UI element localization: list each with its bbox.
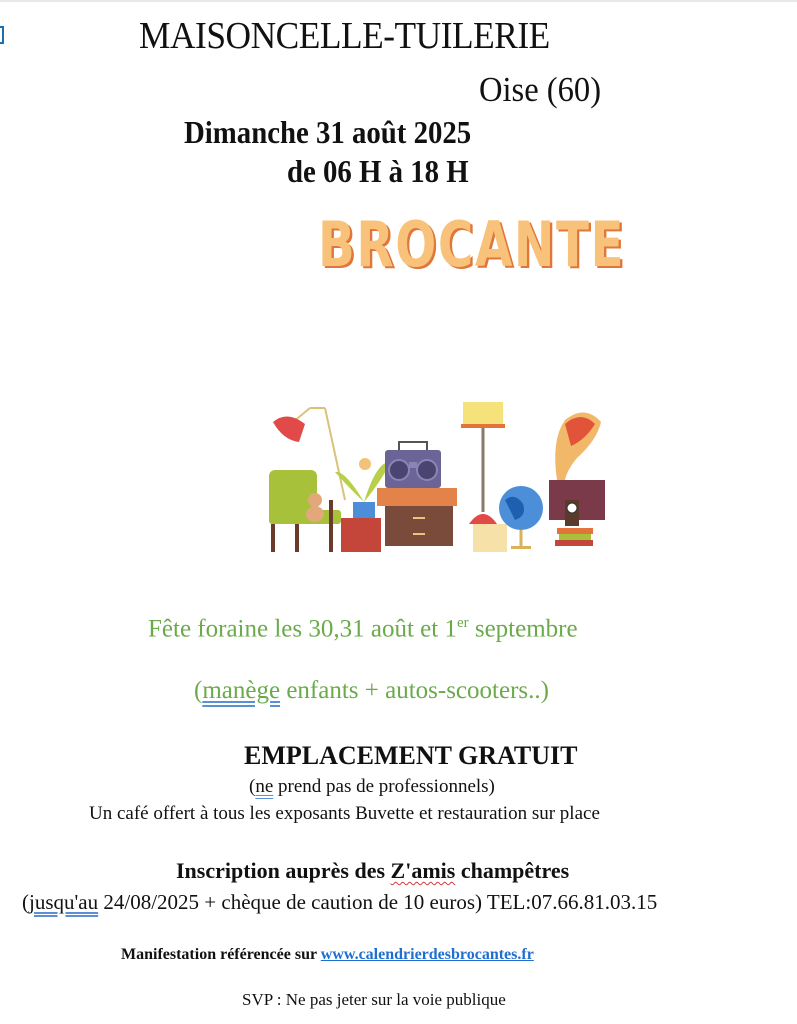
brocante-banner: BROCANTE bbox=[318, 208, 626, 281]
no-professionals-note bbox=[249, 776, 495, 798]
paren-open: ( bbox=[249, 776, 256, 797]
books-icon bbox=[555, 528, 593, 546]
spelling-flagged-word[interactable]: Z'amis bbox=[390, 858, 456, 883]
rides-text: enfants + autos-scooters..) bbox=[280, 677, 549, 704]
grammar-flagged-word[interactable]: jusqu'au bbox=[29, 890, 99, 914]
cafe-offer: Un café offert à tous les exposants Buvette et restauration sur place bbox=[89, 803, 600, 824]
event-date: Dimanche 31 août 2025 bbox=[184, 114, 472, 150]
referenced-on bbox=[121, 946, 534, 964]
registration-details bbox=[22, 890, 657, 915]
grammar-flagged-word[interactable]: manège bbox=[202, 677, 281, 704]
funfair-month: septembre bbox=[468, 615, 578, 643]
ordinal-superscript: er bbox=[456, 615, 469, 631]
funfair-text: Fête foraine les 30,31 août et 1 bbox=[148, 615, 457, 643]
registration-text: Inscription auprès des bbox=[176, 858, 391, 883]
no-professionals-text: prend pas de professionnels) bbox=[273, 776, 495, 797]
registration-deadline-phone: 24/08/2025 + chèque de caution de 10 euros) TEL:07.66.81.03.15 bbox=[98, 890, 658, 914]
paren-open: ( bbox=[22, 890, 29, 914]
funfair-rides bbox=[194, 677, 549, 705]
registration-heading bbox=[176, 858, 569, 884]
vintage-items-illustration bbox=[265, 400, 605, 552]
registration-text-end: champêtres bbox=[455, 858, 570, 883]
dresser-icon bbox=[377, 488, 457, 546]
funfair-dates bbox=[148, 615, 578, 643]
text-cursor-marker-icon bbox=[0, 26, 4, 44]
event-hours: de 06 H à 18 H bbox=[287, 153, 469, 189]
department-label: Oise (60) bbox=[479, 70, 602, 109]
free-spot-heading: EMPLACEMENT GRATUIT bbox=[244, 741, 578, 770]
page-top-border bbox=[0, 0, 797, 2]
town-title: MAISONCELLE-TUILERIE bbox=[139, 15, 550, 57]
referenced-label: Manifestation référencée sur bbox=[121, 946, 321, 963]
grammar-flagged-word[interactable]: ne bbox=[255, 776, 274, 797]
litter-notice: SVP : Ne pas jeter sur la voie publique bbox=[242, 990, 506, 1009]
calendrier-link[interactable]: www.calendrierdesbrocantes.fr bbox=[320, 946, 534, 963]
paren-open: ( bbox=[194, 677, 203, 704]
